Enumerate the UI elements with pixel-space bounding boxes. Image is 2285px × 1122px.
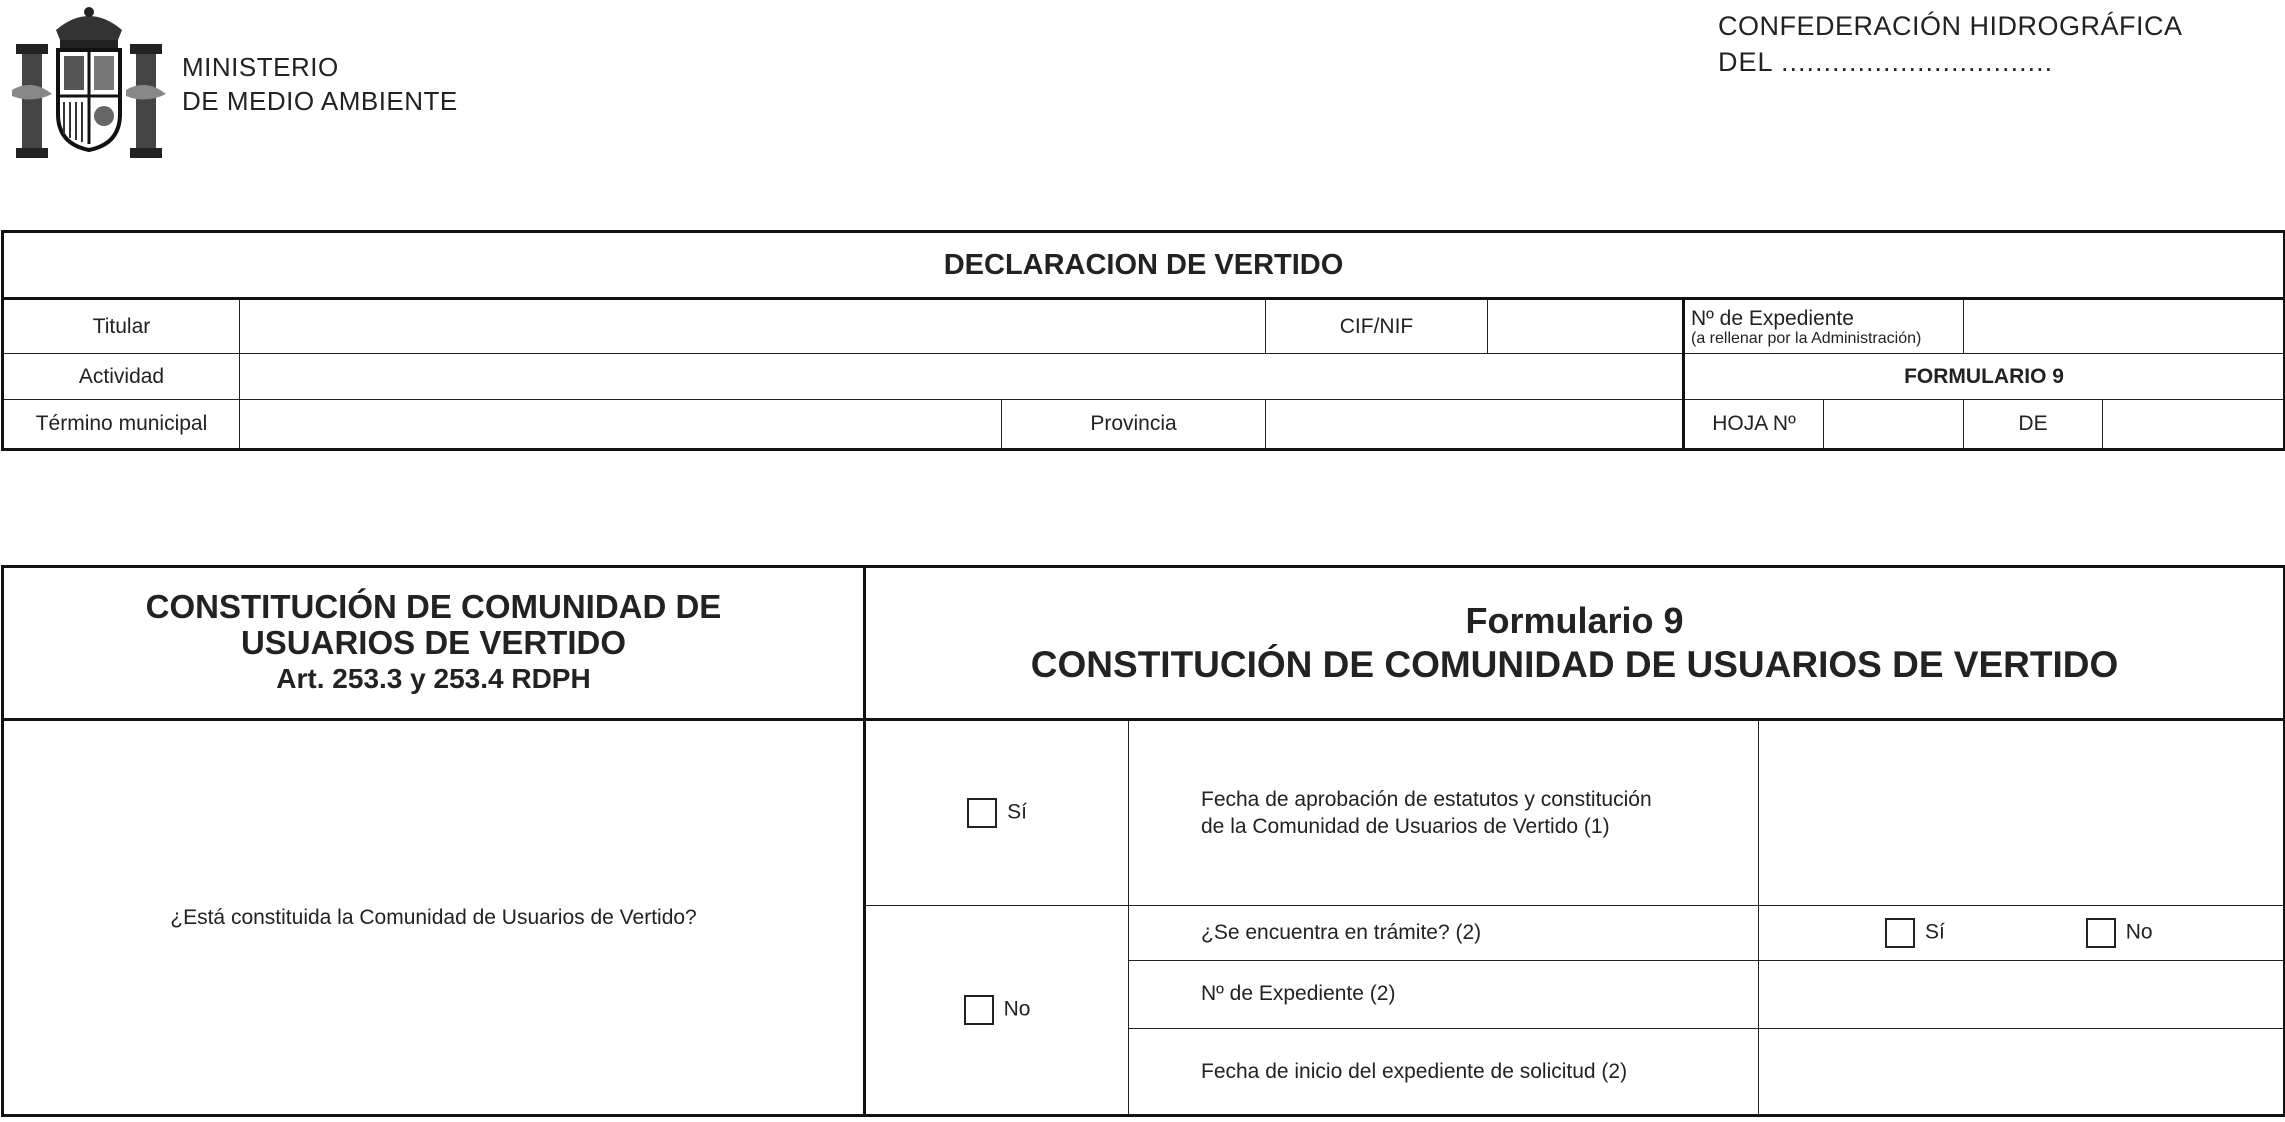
en-tramite-label: ¿Se encuentra en trámite? (2) (1129, 906, 1759, 960)
yes-checkbox[interactable] (967, 798, 997, 828)
ministry-name (182, 50, 458, 118)
confederation-line-1: CONFEDERACIÓN HIDROGRÁFICA (1718, 11, 2183, 41)
fecha-aprobacion-label (1129, 720, 1759, 906)
hoja-label: HOJA Nº (1684, 400, 1824, 450)
fecha-inicio-field[interactable] (1759, 1029, 2285, 1116)
titular-field[interactable] (240, 299, 1266, 354)
yes-option[interactable] (865, 720, 1129, 906)
declaration-table (1, 230, 2285, 451)
expediente-field[interactable] (1964, 299, 2285, 354)
tramite-no-label: No (2125, 920, 2153, 944)
expediente-label-text: Nº de Expediente (1691, 306, 1854, 330)
de-field[interactable] (2103, 400, 2285, 450)
section-right-title-1: Formulario 9 (1465, 600, 1684, 642)
section-right-title-2: CONSTITUCIÓN DE COMUNIDAD DE USUARIOS DE VERTIDO (1030, 644, 2119, 686)
no-checkbox[interactable] (964, 995, 994, 1025)
de-label: DE (1964, 400, 2103, 450)
cif-label: CIF/NIF (1266, 299, 1488, 354)
section-left-title (3, 567, 865, 720)
tramite-yes-label: Sí (1925, 920, 1945, 944)
no-option[interactable] (865, 906, 1129, 1116)
fecha-aprobacion-field[interactable] (1759, 720, 2285, 906)
ministry-line-1: MINISTERIO (182, 52, 339, 82)
titular-label: Titular (3, 299, 240, 354)
expediente-label (1684, 299, 1964, 354)
actividad-label: Actividad (3, 354, 240, 400)
ministry-line-2: DE MEDIO AMBIENTE (182, 86, 458, 116)
declaration-title: DECLARACION DE VERTIDO (3, 232, 2285, 299)
termino-label: Término municipal (3, 400, 240, 450)
expediente-note: (a rellenar por la Administración) (1691, 329, 1922, 347)
confederation-name (1718, 8, 2183, 80)
fecha-inicio-label: Fecha de inicio del expediente de solicitud (2) (1129, 1029, 1759, 1116)
fecha-aprobacion-line-2: de la Comunidad de Usuarios de Vertido (1) (1201, 815, 1610, 839)
section-right-title (865, 567, 2285, 720)
tramite-yes-option[interactable] (1885, 918, 1945, 948)
tramite-no-checkbox[interactable] (2086, 918, 2116, 948)
yes-label: Sí (1007, 800, 1027, 824)
tramite-no-option[interactable] (2086, 918, 2153, 948)
section-left-title-2: USUARIOS DE VERTIDO (240, 624, 627, 662)
fecha-aprobacion-line-1: Fecha de aprobación de estatutos y constitución (1201, 788, 1652, 812)
no-label: No (1003, 997, 1031, 1021)
provincia-label-text: Provincia (1090, 412, 1177, 435)
tramite-options (1759, 906, 2285, 960)
formulario-label: FORMULARIO 9 (1684, 354, 2285, 400)
question-text: ¿Está constituida la Comunidad de Usuarios de Vertido? (170, 905, 697, 929)
num-expediente-label: Nº de Expediente (2) (1129, 960, 1759, 1029)
cif-field[interactable] (1488, 299, 1684, 354)
termino-field[interactable] (240, 400, 1002, 450)
provincia-field[interactable] (1266, 400, 1684, 450)
actividad-field[interactable] (240, 354, 1684, 400)
provincia-label (1002, 400, 1266, 450)
section-left-subtitle: Art. 253.3 y 253.4 RDPH (276, 663, 591, 695)
tramite-yes-checkbox[interactable] (1885, 918, 1915, 948)
hoja-field[interactable] (1824, 400, 1964, 450)
coat-of-arms-emblem (8, 4, 170, 160)
section-table (1, 565, 2285, 1117)
section-left-title-1: CONSTITUCIÓN DE COMUNIDAD DE (145, 588, 722, 626)
confederation-line-2[interactable]: DEL ................................ (1718, 47, 2054, 77)
num-expediente-field[interactable] (1759, 960, 2285, 1029)
question-cell (3, 720, 865, 1116)
